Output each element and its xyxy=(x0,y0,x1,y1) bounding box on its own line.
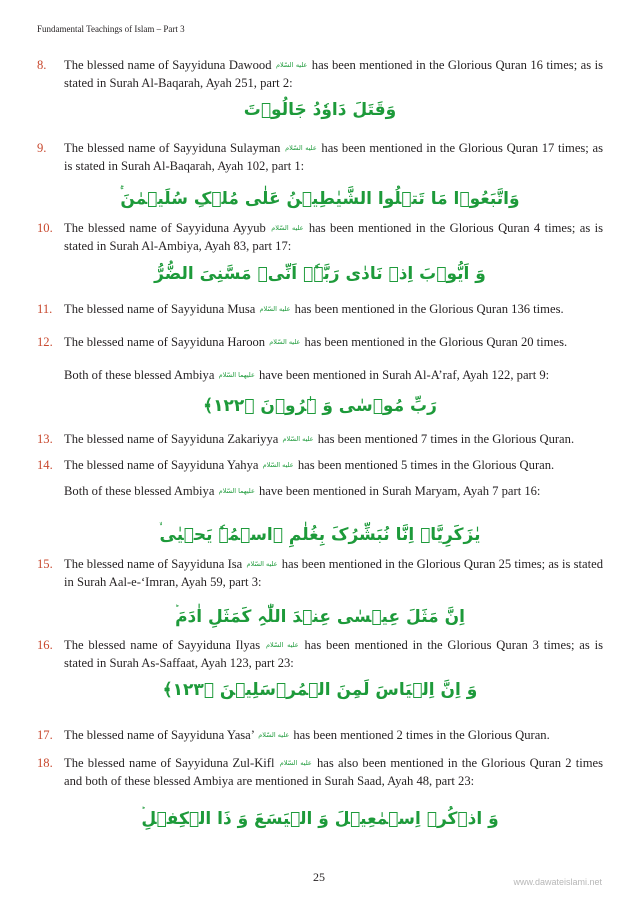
item-number: 13. xyxy=(37,432,53,446)
quran-verse: وَقَتَلَ دَاوٗدُ جَالُوۡتَ xyxy=(243,100,397,120)
honorific-calligraphy: عليهما السّلام xyxy=(218,371,255,379)
quran-verse: اِنَّ مَثَلَ عِیۡسٰی عِنۡدَ اللّٰہِ کَمَثَلِ اٰدَمَ xyxy=(175,607,465,627)
item-number: 12. xyxy=(37,335,53,349)
page-number: 25 xyxy=(313,870,325,884)
item-number: 16. xyxy=(37,638,53,652)
honorific-calligraphy: عليه السّلام xyxy=(259,305,291,313)
honorific-calligraphy: عليه السّلام xyxy=(285,144,317,152)
honorific-calligraphy: عليه السّلام xyxy=(265,641,299,649)
item-number: 17. xyxy=(37,728,53,742)
item-text: The blessed name of Sayyiduna Isa عليه السّلام has been mentioned in the Glorious Quran 25 times; as is stated in Surah Aal-e-‘Imran, Ayah 59, part 3: xyxy=(64,557,604,589)
quran-verse: وَاتَّبَعُوۡا مَا تَتۡلُوا الشَّیٰطِیۡنُ عَلٰی مُلۡکِ سُلَیۡمٰنَ xyxy=(120,189,520,209)
item-number: 8. xyxy=(37,58,47,72)
item-text: The blessed name of Sayyiduna Yasa’ عليه السّلام has been mentioned 2 times in the Glorious Quran. xyxy=(64,728,550,742)
quran-verse: وَ اذۡکُرۡ اِسۡمٰعِیۡلَ وَ الۡیَسَعَ وَ ذَا الۡکِفۡلِ xyxy=(141,809,499,829)
list-item xyxy=(37,139,603,175)
list-item xyxy=(37,726,603,744)
item-number: 11. xyxy=(37,302,53,316)
item-number: 14. xyxy=(37,458,53,472)
honorific-calligraphy: عليه السّلام xyxy=(246,560,278,568)
list-item xyxy=(37,56,603,92)
item-number: 9. xyxy=(37,141,47,155)
list-item xyxy=(37,636,603,672)
list-item xyxy=(37,300,603,318)
honorific-calligraphy: عليهما السّلام xyxy=(218,487,255,495)
honorific-calligraphy: عليه السّلام xyxy=(262,461,294,469)
quran-verse: رَبِّ مُوۡسٰی وَ ہٰرُوۡنَ ﴿۱۲۲﴾ xyxy=(203,396,437,416)
honorific-calligraphy: عليه السّلام xyxy=(258,731,290,739)
item-number: 18. xyxy=(37,756,53,770)
list-item xyxy=(37,456,603,474)
item-text: The blessed name of Sayyiduna Zul-Kifl عليه السّلام has also been mentioned in the Glorious Quran 2 times and both of these blessed Ambiya are mentioned in Surah Saad, Ayah 48, part 23: xyxy=(64,756,604,788)
item-text: The blessed name of Sayyiduna Ayyub عليه السّلام has been mentioned in the Glorious Quran 4 times; as is stated in Surah Al-Ambiya, Ayah 83, part 17: xyxy=(64,221,603,253)
list-item xyxy=(37,430,603,448)
ambiya-note: Both of these blessed Ambiya عليهما السّلام have been mentioned in Surah Al-A’raf, Ayah 122, part 9: xyxy=(64,368,550,382)
list-item xyxy=(37,754,603,790)
item-number: 10. xyxy=(37,221,53,235)
item-text: The blessed name of Sayyiduna Ilyas عليه السّلام has been mentioned in the Glorious Quran 3 times; as is stated in Surah As-Saffaat, Ayah 123, part 23: xyxy=(64,638,603,670)
item-text: The blessed name of Sayyiduna Zakariyya عليه السّلام has been mentioned 7 times in the Glorious Quran. xyxy=(64,432,575,446)
item-text: The blessed name of Sayyiduna Musa عليه السّلام has been mentioned in the Glorious Quran 136 times. xyxy=(64,302,564,316)
website-watermark[interactable]: www.dawateislami.net xyxy=(513,877,602,887)
quran-verse: وَ اَیُّوۡبَ اِذۡ نَادٰی رَبَّہٗۤ اَنِّیۡ مَسَّنِیَ الضُّرُّ xyxy=(154,264,486,284)
honorific-calligraphy: عليه السّلام xyxy=(271,224,304,232)
item-text: The blessed name of Sayyiduna Sulayman عليه السّلام has been mentioned in the Glorious Quran 17 times; as is stated in Surah Al-Baqarah, Ayah 102, part 1: xyxy=(64,141,603,173)
list-item xyxy=(37,219,603,255)
honorific-calligraphy: عليه السّلام xyxy=(282,435,314,443)
honorific-calligraphy: عليه السّلام xyxy=(269,338,301,346)
item-number: 15. xyxy=(37,557,53,571)
item-text: The blessed name of Sayyiduna Dawood عليه السّلام has been mentioned in the Glorious Quran 16 times; as is stated in Surah Al-Baqarah, Ayah 251, part 2: xyxy=(64,58,603,90)
list-item xyxy=(37,333,603,351)
quran-verse: وَ اِنَّ اِلۡیَاسَ لَمِنَ الۡمُرۡسَلِیۡنَ ﴿۱۲۳﴾ xyxy=(162,680,478,700)
honorific-calligraphy: عليه السّلام xyxy=(275,61,308,69)
honorific-calligraphy: عليه السّلام xyxy=(279,759,312,767)
list-item xyxy=(37,555,603,591)
ambiya-note: Both of these blessed Ambiya عليهما السّلام have been mentioned in Surah Maryam, Ayah 7 part 16: xyxy=(64,484,541,498)
quran-verse: یٰزَکَرِیَّاۤ اِنَّا نُبَشِّرُکَ بِغُلٰمِ ۣاسۡمُہٗ یَحۡیٰی xyxy=(159,525,481,545)
item-text: The blessed name of Sayyiduna Haroon عليه السّلام has been mentioned in the Glorious Quran 20 times. xyxy=(64,335,568,349)
item-text: The blessed name of Sayyiduna Yahya عليه السّلام has been mentioned 5 times in the Glorious Quran. xyxy=(64,458,555,472)
running-header: Fundamental Teachings of Islam – Part 3 xyxy=(37,24,185,34)
